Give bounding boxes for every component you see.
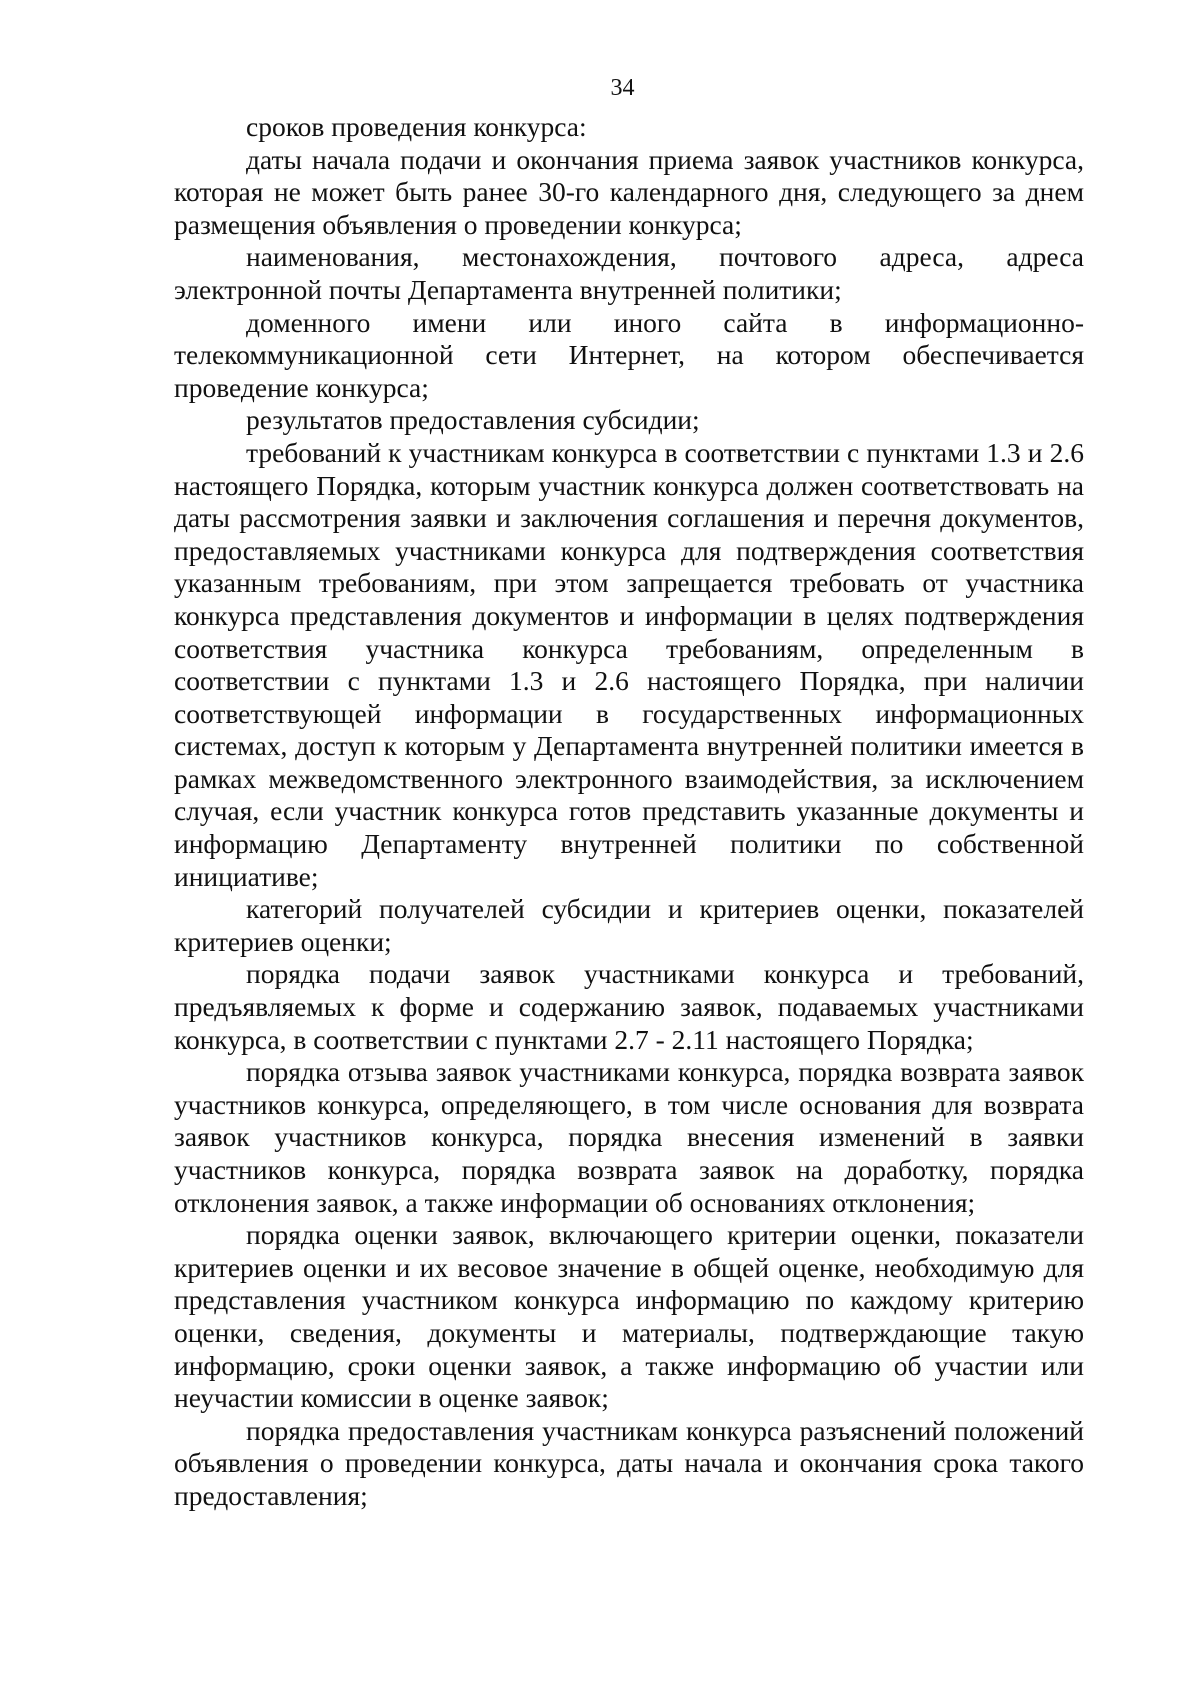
paragraph-recipient-categories: категорий получателей субсидии и критериев оценки, показателей критериев оценки; (174, 893, 1084, 957)
paragraph-domain-name: доменного имени или иного сайта в информационно-телекоммуникационной сети Интернет, на котором обеспечивается проведение конкурса; (174, 306, 1084, 403)
paragraph-evaluation-procedure: порядка оценки заявок, включающего критерии оценки, показатели критериев оценки и их весовое значение в общей оценке, необходимую для представления участником конкурса информацию по каждому критерию оценки, сведения, документы и материалы, подтверждающие такую информацию, сроки оценки заявок, а также информацию об участии или неучастии комиссии в оценке заявок; (174, 1219, 1084, 1414)
paragraph-application-dates: даты начала подачи и окончания приема заявок участников конкурса, которая не может быть ранее 30-го календарного дня, следующего за днем размещения объявления о проведении конкурса; (174, 143, 1084, 240)
page-number: 34 (610, 75, 635, 101)
paragraph-withdrawal-procedure: порядка отзыва заявок участниками конкурса, порядка возврата заявок участников конкурса, определяющего, в том числе основания для возврата заявок участников конкурса, порядка внесения изменений в заявки участников конкурса, порядка возврата заявок на доработку, порядка отклонения заявок, а также информации об основаниях отклонения; (174, 1056, 1084, 1218)
paragraph-contest-terms: сроков проведения конкурса: (246, 111, 587, 142)
paragraph-participant-requirements: требований к участникам конкурса в соответствии с пунктами 1.3 и 2.6 настоящего Порядка, которым участник конкурса должен соответствовать на даты рассмотрения заявки и заключения соглашения и перечня документов, предоставляемых участниками конкурса для подтверждения соответствия указанным требованиям, при этом запрещается требовать от участника конкурса представления документов и информации в целях подтверждения соответствия участника конкурса требованиям, определенным в соответствии с пунктами 1.3 и 2.6 настоящего Порядка, при наличии соответствующей информации в государственных информационных системах, доступ к которым у Департамента внутренней политики имеется в рамках межведомственного электронного взаимодействия, за исключением случая, если участник конкурса готов представить указанные документы и информацию Департаменту внутренней политики по собственной инициативе; (174, 436, 1084, 892)
paragraph-submission-procedure: порядка подачи заявок участниками конкурса и требований, предъявляемых к форме и содержанию заявок, подаваемых участниками конкурса, в соответствии с пунктами 2.7 - 2.11 настоящего Порядка; (174, 958, 1084, 1055)
paragraph-subsidy-results: результатов предоставления субсидии; (246, 404, 700, 436)
document-body (174, 111, 1084, 1513)
paragraph-department-address: наименования, местонахождения, почтового адреса, адреса электронной почты Департамента внутренней политики; (174, 241, 1084, 305)
paragraph-clarifications-procedure: порядка предоставления участникам конкурса разъяснений положений объявления о проведении конкурса, даты начала и окончания срока такого предоставления; (174, 1414, 1084, 1511)
